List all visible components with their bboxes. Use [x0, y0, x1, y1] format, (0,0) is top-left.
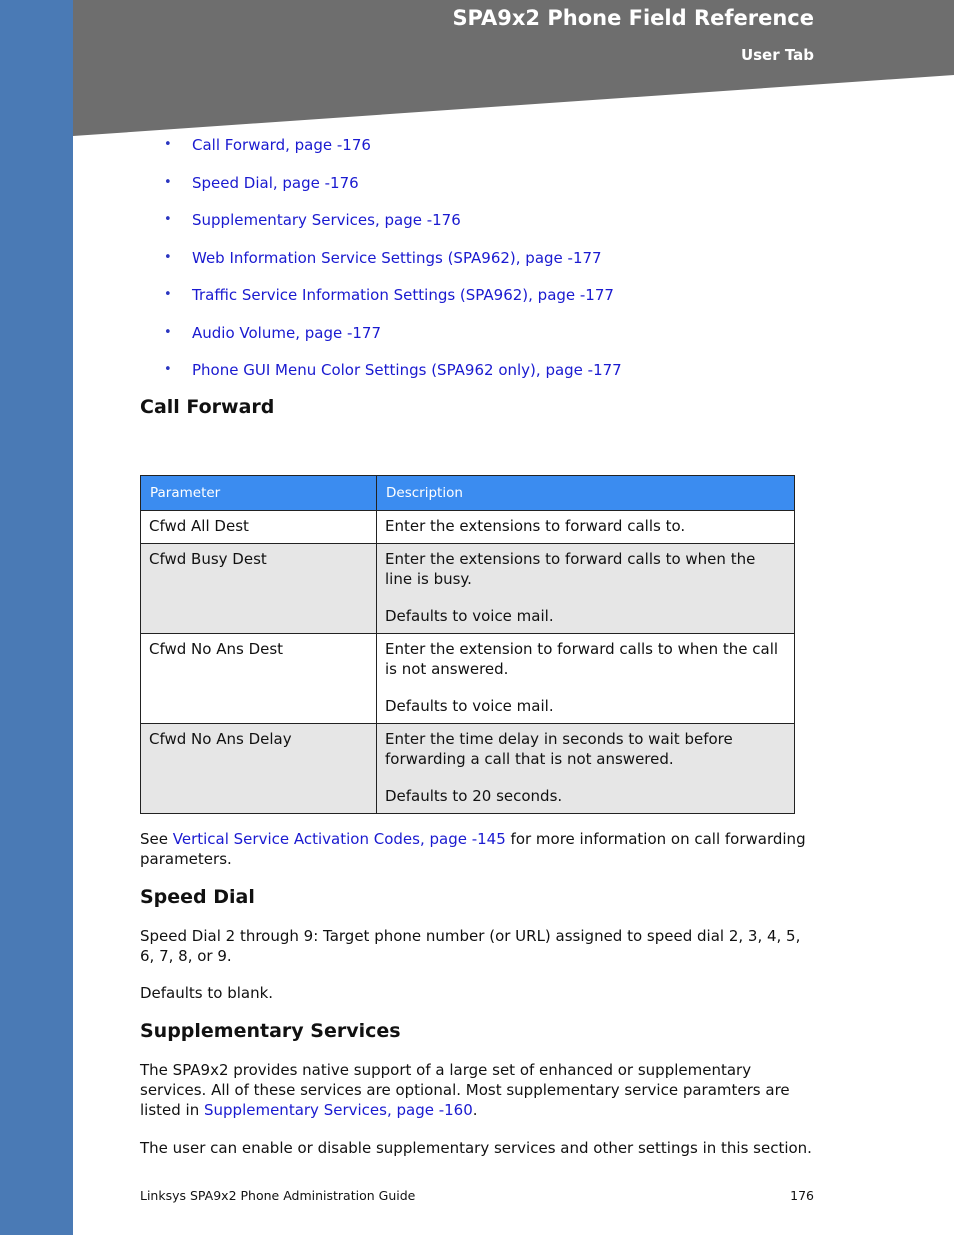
param-cell: Cfwd Busy Dest	[141, 544, 377, 634]
footer-guide-title: Linksys SPA9x2 Phone Administration Guide	[140, 1188, 416, 1203]
note-text: for more information on call forwarding parameters.	[140, 830, 806, 868]
supplementary-settings-note: The user can enable or disable supplementary services and other settings in this section.	[140, 1139, 812, 1157]
page-header-title: SPA9x2 Phone Field Reference	[452, 6, 814, 30]
bullet: •	[164, 287, 172, 302]
link-vertical-service-activation-codes[interactable]: Vertical Service Activation Codes, page -145	[172, 830, 506, 848]
table-row	[141, 511, 795, 544]
toc-link-call-forward[interactable]: Call Forward, page -176	[192, 136, 371, 154]
table-row	[141, 544, 795, 634]
desc-text: Enter the extensions to forward calls to.	[385, 517, 686, 535]
page-header-subtitle: User Tab	[740, 46, 814, 64]
desc-cell	[377, 634, 795, 724]
heading-speed-dial: Speed Dial	[140, 886, 255, 908]
param-cell: Cfwd No Ans Dest	[141, 634, 377, 724]
para-text: The SPA9x2 provides native support of a large set of enhanced or supplementary services. All of these services are optional. Most supplementary service paramters are listed in	[140, 1061, 790, 1119]
column-header-description: Description	[377, 476, 795, 511]
desc-default: Defaults to voice mail.	[385, 697, 554, 715]
speed-dial-description: Speed Dial 2 through 9: Target phone number (or URL) assigned to speed dial 2, 3, 4, 5, 6, 7, 8, or 9.	[140, 927, 801, 965]
bullet: •	[164, 362, 172, 377]
bullet: •	[164, 174, 172, 190]
param-cell: Cfwd All Dest	[141, 511, 377, 544]
desc-text: Enter the extensions to forward calls to when the line is busy.	[385, 550, 756, 588]
param-cell: Cfwd No Ans Delay	[141, 724, 377, 814]
table-row	[141, 724, 795, 814]
note-text: See	[140, 830, 173, 848]
toc-link-speed-dial[interactable]: Speed Dial, page -176	[192, 173, 359, 192]
desc-default: Defaults to 20 seconds.	[385, 787, 563, 805]
desc-text: Enter the extension to forward calls to when the call is not answered.	[385, 640, 779, 678]
toc-link-web-information-service[interactable]: Web Information Service Settings (SPA962), page -177	[192, 248, 602, 267]
desc-default: Defaults to voice mail.	[385, 607, 554, 625]
table-header-row	[141, 476, 795, 511]
column-header-parameter: Parameter	[141, 476, 377, 511]
bullet: •	[164, 249, 172, 265]
desc-cell	[377, 511, 795, 544]
footer-page-number: 176	[790, 1188, 814, 1203]
left-sidebar-band	[0, 0, 73, 1235]
toc-link-phone-gui-menu-color[interactable]: Phone GUI Menu Color Settings (SPA962 only), page -177	[192, 361, 622, 379]
desc-cell	[377, 544, 795, 634]
heading-supplementary-services: Supplementary Services	[140, 1020, 401, 1042]
speed-dial-default: Defaults to blank.	[140, 984, 274, 1002]
toc-link-supplementary-services[interactable]: Supplementary Services, page -176	[192, 211, 461, 229]
desc-text: Enter the time delay in seconds to wait before forwarding a call that is not answered.	[385, 730, 733, 768]
desc-cell	[377, 724, 795, 814]
call-forward-table	[140, 475, 795, 814]
link-supplementary-services[interactable]: Supplementary Services, page -160	[204, 1101, 473, 1119]
bullet: •	[164, 212, 172, 227]
bullet: •	[164, 137, 172, 152]
heading-call-forward: Call Forward	[140, 396, 275, 418]
bullet: •	[164, 324, 172, 340]
supplementary-description	[140, 1060, 815, 1120]
toc-link-traffic-service-information[interactable]: Traffic Service Information Settings (SPA962), page -177	[192, 286, 614, 304]
table-row	[141, 634, 795, 724]
toc-link-audio-volume[interactable]: Audio Volume, page -177	[192, 323, 382, 342]
call-forward-note	[140, 829, 815, 869]
para-text: .	[472, 1101, 478, 1119]
